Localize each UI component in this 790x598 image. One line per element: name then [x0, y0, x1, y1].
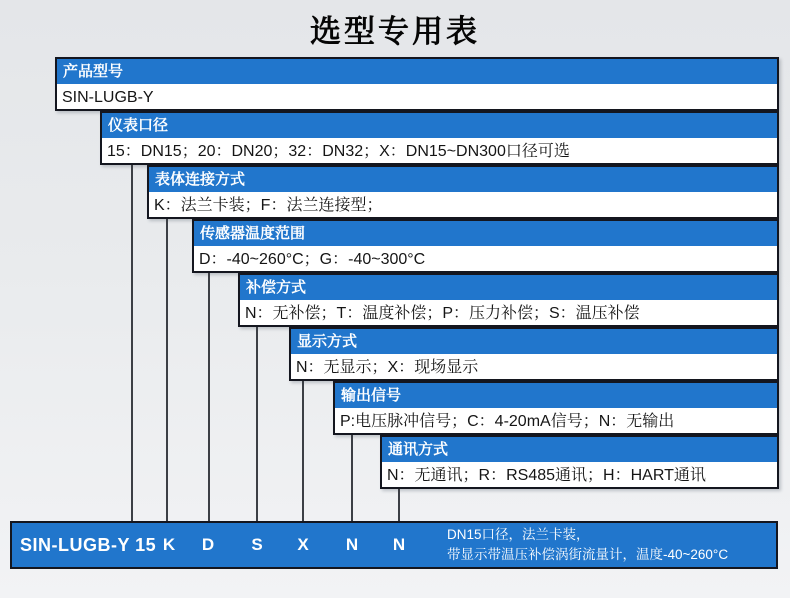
connector-line [398, 489, 400, 523]
block-content: N：无显示；X：现场显示 [291, 356, 777, 379]
result-description-line2: 带显示带温压补偿涡街流量计，温度-40~260°C [447, 547, 729, 562]
block-content: D：-40~260°C；G：-40~300°C [194, 248, 777, 271]
connector-line [351, 435, 353, 523]
code-letter-compensation: S [251, 535, 263, 554]
page-title: 选型专用表 [310, 14, 480, 49]
block-content: N：无通讯；R：RS485通讯；H：HART通讯 [382, 464, 777, 487]
selection-block-communication [380, 435, 779, 489]
model-code: SIN-LUGB-Y 15 [20, 535, 157, 555]
block-header: 传感器温度范围 [194, 221, 777, 248]
code-letter-display: X [297, 535, 309, 554]
connector-line [166, 219, 168, 523]
connector-line [208, 273, 210, 523]
block-header: 补偿方式 [240, 275, 777, 302]
connector-line [131, 165, 133, 523]
code-letter-output: N [345, 535, 359, 554]
selection-block-diameter [100, 111, 779, 165]
selection-block-display [289, 327, 779, 381]
block-content: SIN-LUGB-Y [57, 86, 777, 109]
result-bar [10, 521, 778, 569]
selection-block-temperature-range [192, 219, 779, 273]
block-content: P:电压脉冲信号；C：4-20mA信号；N：无输出 [335, 410, 777, 433]
selection-block-compensation [238, 273, 779, 327]
selection-block-product-model [55, 57, 779, 111]
block-content: K：法兰卡装；F：法兰连接型； [149, 194, 777, 217]
code-letter-communication: N [392, 535, 406, 554]
result-description-line1: DN15口径，法兰卡装， [447, 527, 590, 542]
block-header: 产品型号 [57, 59, 777, 86]
selection-block-output-signal [333, 381, 779, 435]
block-header: 表体连接方式 [149, 167, 777, 194]
block-header: 显示方式 [291, 329, 777, 356]
selection-block-connection [147, 165, 779, 219]
connector-line [256, 327, 258, 523]
result-description [447, 525, 728, 565]
code-letter-connection: K [162, 535, 176, 554]
block-header: 通讯方式 [382, 437, 777, 464]
block-content: N：无补偿；T：温度补偿；P：压力补偿；S：温压补偿 [240, 302, 777, 325]
connector-line [302, 381, 304, 523]
code-letter-temperature: D [201, 535, 215, 554]
block-content: 15：DN15；20：DN20；32：DN32；X：DN15~DN300口径可选 [102, 140, 777, 163]
block-header: 输出信号 [335, 383, 777, 410]
block-header: 仪表口径 [102, 113, 777, 140]
